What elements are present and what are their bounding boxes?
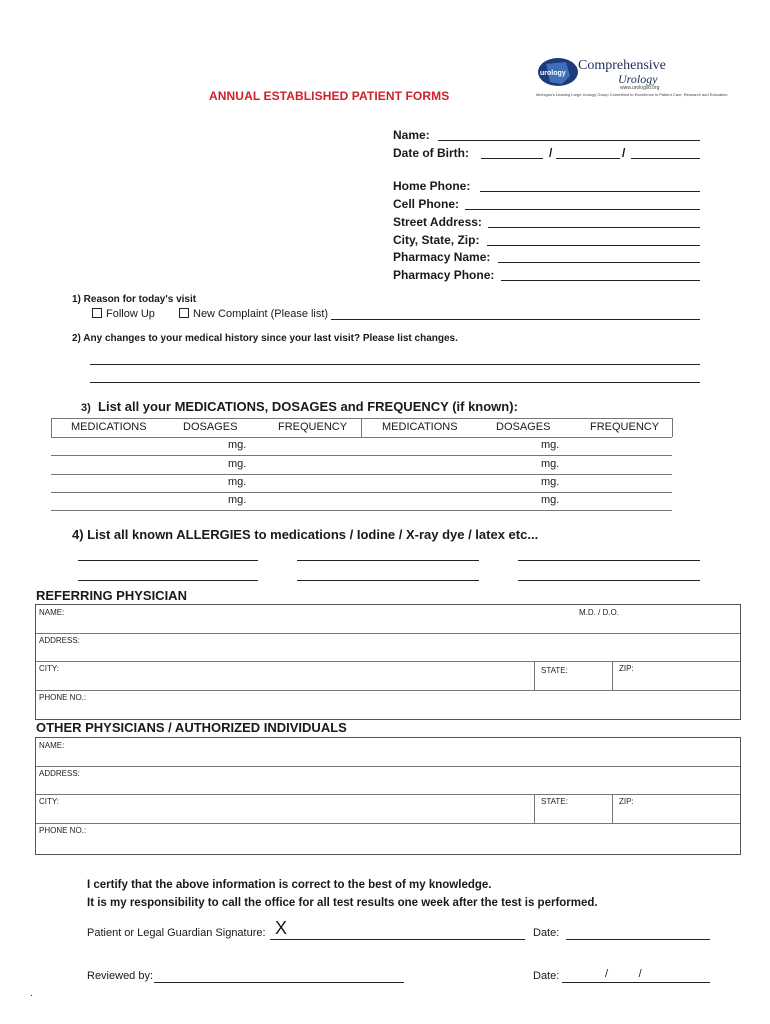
col-frequency-2: FREQUENCY <box>590 421 660 433</box>
ref-phone-label: PHONE NO.: <box>39 693 87 702</box>
mg-unit: mg. <box>228 458 247 470</box>
ref-name-label: NAME: <box>39 608 65 617</box>
other-title: OTHER PHYSICIANS / AUTHORIZED INDIVIDUALS <box>36 720 347 735</box>
pharmacy-name-label: Pharmacy Name: <box>393 250 491 264</box>
referring-box <box>35 604 741 720</box>
reviewed-by-label: Reviewed by: <box>87 970 154 982</box>
new-complaint-label: New Complaint (Please list) <box>193 308 329 320</box>
pharmacy-phone-label: Pharmacy Phone: <box>393 268 495 282</box>
q4-label: 4) List all known ALLERGIES to medications / Iodine / X-ray dye / latex etc... <box>72 527 539 542</box>
follow-up-checkbox[interactable] <box>92 308 102 318</box>
home-phone-field[interactable] <box>480 191 700 192</box>
dob-label: Date of Birth: <box>393 146 469 160</box>
date2-field[interactable] <box>562 982 710 983</box>
allergy-field-5[interactable] <box>297 580 479 581</box>
logo-site: www.urologist.org <box>620 85 660 91</box>
new-complaint-option[interactable] <box>179 308 328 320</box>
signature-label: Patient or Legal Guardian Signature: <box>87 927 266 939</box>
logo-sub: Urology <box>618 72 658 86</box>
ref-address-label: ADDRESS: <box>39 636 80 645</box>
q3-num: 3) <box>81 402 91 414</box>
city-state-zip-field[interactable] <box>487 245 700 246</box>
logo-brand: Comprehensive <box>578 58 666 73</box>
q3-title <box>81 399 518 414</box>
q2-label: 2) Any changes to your medical history since your last visit? Please list changes. <box>72 333 458 344</box>
col-frequency-1: FREQUENCY <box>278 421 348 433</box>
ref-state-label: STATE: <box>541 666 568 675</box>
mg-unit: mg. <box>228 439 247 451</box>
mg-unit: mg. <box>541 458 560 470</box>
ref-zip-label: ZIP: <box>619 664 634 673</box>
allergy-field-1[interactable] <box>78 560 258 561</box>
home-phone-label: Home Phone: <box>393 179 471 193</box>
dob-year-field[interactable] <box>631 158 700 159</box>
oth-name-label: NAME: <box>39 741 65 750</box>
dob-slash-2: / <box>622 146 626 160</box>
col-dosages-1: DOSAGES <box>183 421 238 433</box>
allergy-field-3[interactable] <box>518 560 700 561</box>
oth-state-label: STATE: <box>541 797 568 806</box>
follow-up-label: Follow Up <box>106 308 155 320</box>
mg-unit: mg. <box>541 476 560 488</box>
col-medications-2: MEDICATIONS <box>382 421 458 433</box>
col-dosages-2: DOSAGES <box>496 421 551 433</box>
company-logo <box>536 52 726 100</box>
ref-city-label: CITY: <box>39 664 60 673</box>
col-medications-1: MEDICATIONS <box>71 421 147 433</box>
ref-md-label: M.D. / D.O. <box>579 608 619 617</box>
date-field[interactable] <box>566 939 710 940</box>
street-label: Street Address: <box>393 215 482 229</box>
oth-address-label: ADDRESS: <box>39 769 80 778</box>
cell-phone-field[interactable] <box>465 209 700 210</box>
oth-zip-label: ZIP: <box>619 797 634 806</box>
date-label: Date: <box>533 927 560 939</box>
michigan-map-icon <box>536 54 580 88</box>
oth-city-label: CITY: <box>39 797 60 806</box>
certify-line-1: I certify that the above information is correct to the best of my knowledge. <box>87 879 492 891</box>
name-field[interactable] <box>438 140 700 141</box>
date2-slashes: / / <box>605 968 642 980</box>
history-field-1[interactable] <box>90 364 700 365</box>
dob-slash-1: / <box>549 146 553 160</box>
pharmacy-name-field[interactable] <box>498 262 700 263</box>
allergy-field-6[interactable] <box>518 580 700 581</box>
street-field[interactable] <box>488 227 700 228</box>
follow-up-option[interactable] <box>92 308 155 320</box>
footer-dot: . <box>30 988 33 999</box>
q1-label: 1) Reason for today's visit <box>72 294 197 305</box>
page-title: ANNUAL ESTABLISHED PATIENT FORMS <box>209 89 450 103</box>
new-complaint-field[interactable] <box>331 319 700 320</box>
cell-phone-label: Cell Phone: <box>393 197 460 211</box>
q3-label: List all your MEDICATIONS, DOSAGES and FREQUENCY (if known): <box>98 399 518 414</box>
dob-month-field[interactable] <box>481 158 543 159</box>
signature-mark: X <box>275 918 288 938</box>
referring-title: REFERRING PHYSICIAN <box>36 588 187 603</box>
logo-tagline: Michigan's Leading Large Urology Group Committed to Excellence in Patient Care, Research and Education <box>536 92 728 97</box>
mg-unit: mg. <box>228 476 247 488</box>
history-field-2[interactable] <box>90 382 700 383</box>
allergy-field-4[interactable] <box>78 580 258 581</box>
mg-unit: mg. <box>541 494 560 506</box>
logo-badge: urology <box>540 70 566 77</box>
reviewed-by-field[interactable] <box>154 982 404 983</box>
certify-line-2: It is my responsibility to call the office for all test results one week after the test is performed. <box>87 897 598 909</box>
pharmacy-phone-field[interactable] <box>501 280 700 281</box>
other-box <box>35 737 741 855</box>
dob-day-field[interactable] <box>556 158 620 159</box>
oth-phone-label: PHONE NO.: <box>39 826 87 835</box>
city-state-zip-label: City, State, Zip: <box>393 233 480 247</box>
new-complaint-checkbox[interactable] <box>179 308 189 318</box>
name-label: Name: <box>393 128 430 142</box>
allergy-field-2[interactable] <box>297 560 479 561</box>
signature-field[interactable] <box>270 939 525 940</box>
mg-unit: mg. <box>228 494 247 506</box>
date2-label: Date: <box>533 970 560 982</box>
mg-unit: mg. <box>541 439 560 451</box>
